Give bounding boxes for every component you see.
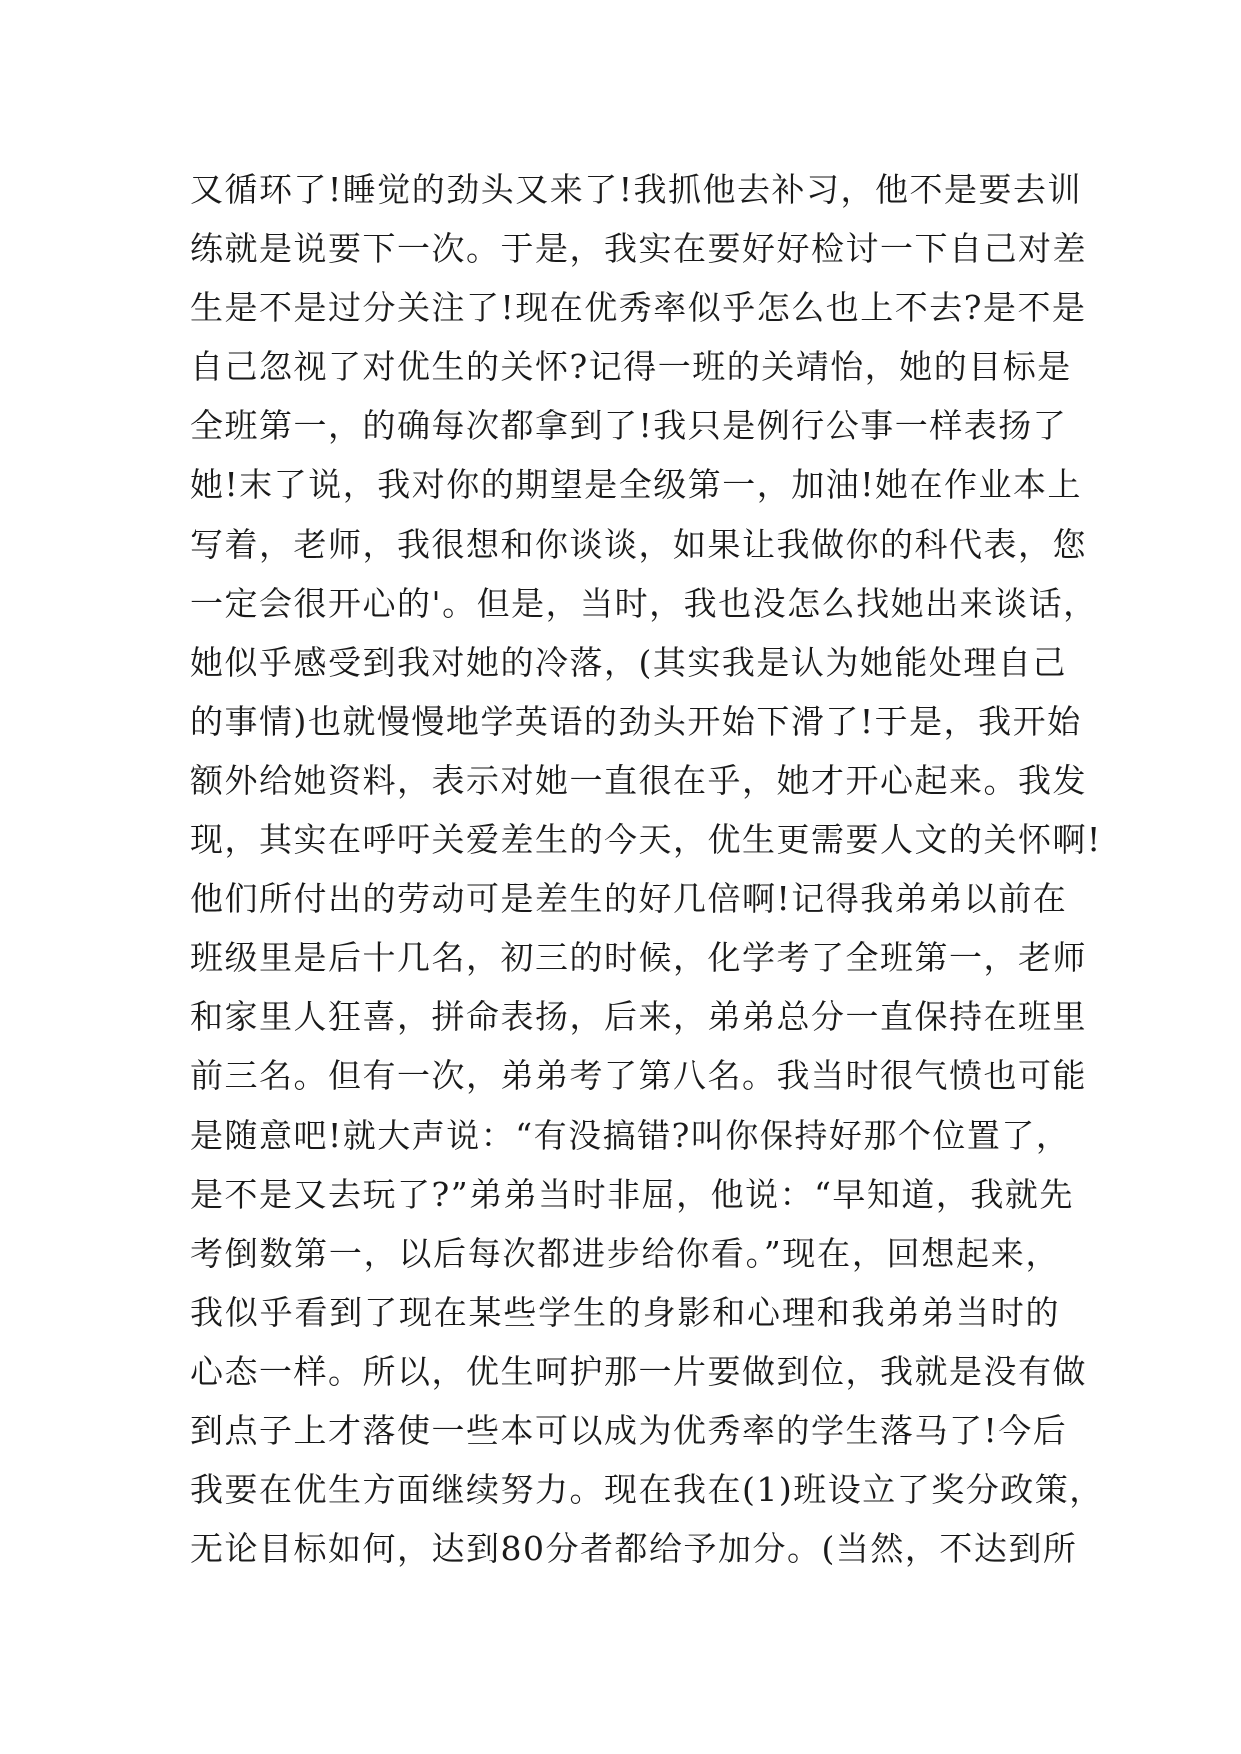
text-line: 考倒数第一，以后每次都进步给你看。”现在，回想起来， — [190, 1233, 1060, 1273]
text-line: 我似乎看到了现在某些学生的身影和心理和我弟弟当时的 — [190, 1292, 1060, 1332]
text-line: 心态一样。所以，优生呵护那一片要做到位，我就是没有做 — [190, 1351, 1087, 1391]
text-line: 又循环了!睡觉的劲头又来了!我抓他去补习，他不是要去训 — [190, 170, 1083, 209]
text-line: 是不是又去玩了?”弟弟当时非屈，他说：“早知道，我就先 — [190, 1174, 1074, 1214]
text-line: 额外给她资料，表示对她一直很在乎，她才开心起来。我发 — [190, 760, 1087, 800]
text-line: 自己忽视了对优生的关怀?记得一班的关靖怡，她的目标是 — [190, 347, 1072, 387]
text-line: 无论目标如何，达到80分者都给予加分。(当然，不达到所 — [190, 1529, 1078, 1569]
text-line: 现，其实在呼吁关爱差生的今天，优生更需要人文的关怀啊! — [190, 820, 1102, 860]
text-line: 一定会很开心的'。但是，当时，我也没怎么找她出来谈话， — [190, 583, 1098, 623]
text-line: 我要在优生方面继续努力。现在我在(1)班设立了奖分政策， — [190, 1470, 1104, 1510]
text-line: 前三名。但有一次，弟弟考了第八名。我当时很气愤也可能 — [190, 1056, 1087, 1096]
text-line: 班级里是后十几名，初三的时候，化学考了全班第一，老师 — [190, 938, 1087, 978]
text-line: 她似乎感受到我对她的冷落，(其实我是认为她能处理自己 — [190, 642, 1067, 682]
text-line: 生是不是过分关注了!现在优秀率似乎怎么也上不去?是不是 — [190, 288, 1087, 328]
text-line: 全班第一，的确每次都拿到了!我只是例行公事一样表扬了 — [190, 406, 1068, 446]
text-line: 是随意吧!就大声说：“有没搞错?叫你保持好那个位置了， — [190, 1115, 1071, 1155]
text-line: 到点子上才落使一些本可以成为优秀率的学生落马了!今后 — [190, 1410, 1068, 1450]
text-line: 和家里人狂喜，拼命表扬，后来，弟弟总分一直保持在班里 — [190, 997, 1087, 1037]
text-line: 她!末了说，我对你的期望是全级第一，加油!她在作业本上 — [190, 465, 1083, 505]
text-line: 的事情)也就慢慢地学英语的劲头开始下滑了!于是，我开始 — [190, 701, 1082, 741]
text-line: 他们所付出的劳动可是差生的好几倍啊!记得我弟弟以前在 — [190, 879, 1068, 919]
text-line: 写着，老师，我很想和你谈谈，如果让我做你的科代表，您 — [190, 524, 1087, 564]
body-text — [190, 160, 1104, 1578]
text-line: 练就是说要下一次。于是，我实在要好好检讨一下自己对差 — [190, 229, 1087, 269]
